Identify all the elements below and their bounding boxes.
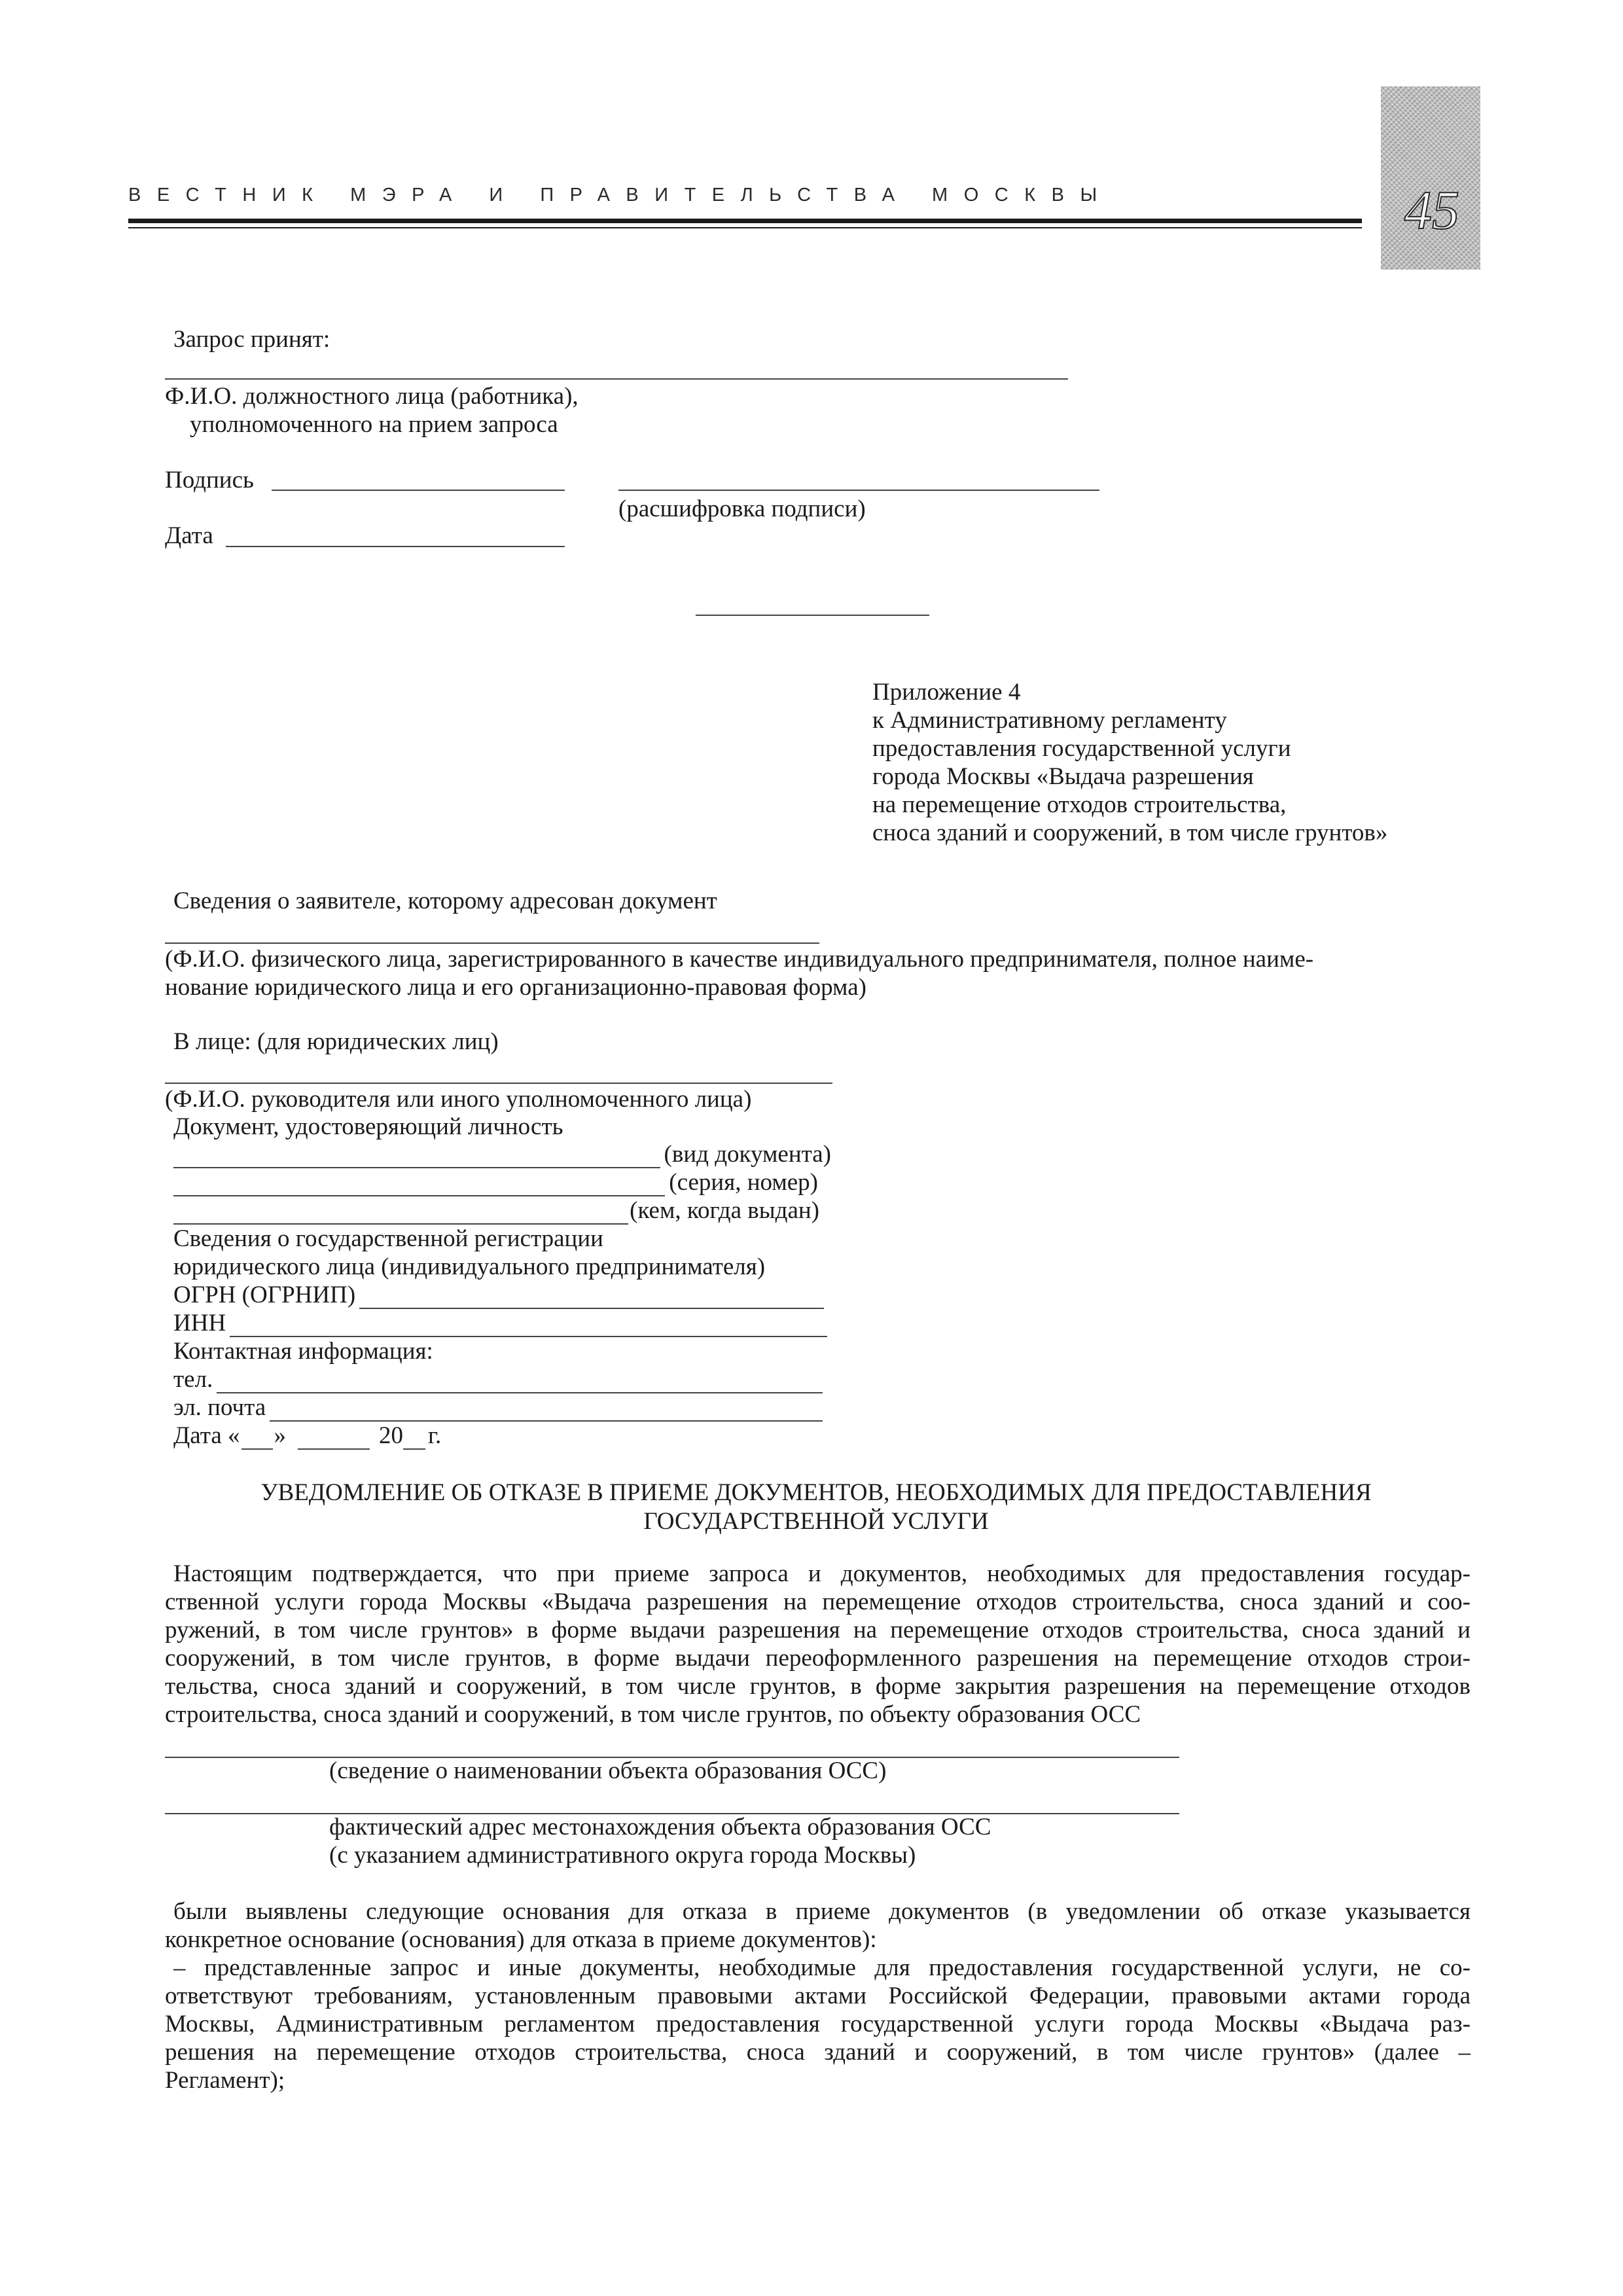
notice-body-line-5: тельства, сноса зданий и сооружений, в том числе грунтов, в форме закрытия разрешения на перемещение отходов	[165, 1673, 1471, 1700]
header-rule-thin	[128, 227, 1362, 228]
reg-info-line-1: Сведения о государственной регистрации	[173, 1225, 603, 1252]
signature-decoding-caption: (расшифровка подписи)	[618, 495, 866, 522]
object-name-caption: (сведение о наименовании объекта образования ОСС)	[329, 1757, 887, 1784]
ogrn-row	[173, 1281, 828, 1309]
appendix-line-3: предоставления государственной услуги	[872, 735, 1291, 762]
reg-info-line-2: юридического лица (индивидуального предпринимателя)	[173, 1253, 766, 1280]
date-line	[226, 546, 565, 547]
applicant-date-year: 20	[379, 1422, 403, 1449]
head-fio-caption: (Ф.И.О. руководителя или иного уполномоченного лица)	[165, 1086, 752, 1113]
contact-label: Контактная информация:	[173, 1338, 433, 1365]
page-number: 45	[1404, 180, 1459, 241]
id-document-label: Документ, удостоверяющий личность	[173, 1113, 563, 1140]
grounds-line-1: были выявлены следующие основания для отказа в приеме документов (в уведомлении об отказе указывается	[173, 1898, 1471, 1925]
notice-body-line-4: сооружений, в том числе грунтов, в форме выдачи переоформленного разрешения на перемещение отходов строи-	[165, 1645, 1471, 1672]
ogrn-field[interactable]	[359, 1288, 824, 1309]
appendix-line-1: Приложение 4	[872, 679, 1021, 706]
inn-row	[173, 1309, 831, 1337]
applicant-fio-note-2: нование юридического лица и его организационно-правовая форма)	[165, 974, 866, 1001]
doc-series-row	[173, 1168, 818, 1196]
phone-label: тел.	[173, 1366, 213, 1393]
appendix-line-6: сноса зданий и сооружений, в том числе грунтов»	[872, 819, 1388, 846]
appendix-line-4: города Москвы «Выдача разрешения	[872, 763, 1254, 790]
appendix-line-5: на перемещение отходов строительства,	[872, 791, 1287, 818]
section-separator	[696, 615, 929, 616]
official-fio-caption-2: уполномоченного на прием запроса	[190, 411, 558, 438]
doc-type-field[interactable]	[173, 1147, 660, 1168]
email-label: эл. почта	[173, 1394, 266, 1421]
doc-type-row	[173, 1140, 831, 1168]
refusal-item-line-1: – представленные запрос и иные документы, необходимые для предоставления государственной услуги, не со-	[173, 1954, 1471, 1981]
doc-issued-row	[173, 1196, 819, 1225]
email-row	[173, 1393, 827, 1422]
refusal-item-last-line: Регламент);	[165, 2067, 285, 2094]
applicant-date-month-field[interactable]	[298, 1429, 370, 1450]
request-accepted-label: Запрос принят:	[173, 326, 330, 353]
official-fio-caption-1: Ф.И.О. должностного лица (работника),	[165, 383, 579, 410]
applicant-date-mid: »	[274, 1422, 286, 1449]
page-number-box	[1381, 86, 1480, 270]
doc-series-caption: (серия, номер)	[669, 1169, 818, 1196]
applicant-fio-note-1: (Ф.И.О. физического лица, зарегистрированного в качестве индивидуального предпринимателя, полное наиме-	[165, 946, 1314, 973]
head-fio-line	[165, 1083, 832, 1084]
doc-series-field[interactable]	[173, 1175, 665, 1196]
ogrn-label: ОГРН (ОГРНИП)	[173, 1282, 356, 1308]
notice-title-2: ГОСУДАРСТВЕННОЙ УСЛУГИ	[643, 1508, 989, 1535]
phone-row	[173, 1365, 827, 1393]
applicant-date-suffix: г.	[428, 1422, 442, 1449]
grounds-last-line: конкретное основание (основания) для отказа в приеме документов):	[165, 1926, 877, 1953]
phone-field[interactable]	[217, 1372, 823, 1393]
inn-label: ИНН	[173, 1310, 226, 1336]
notice-body-line-2: ственной услуги города Москвы «Выдача разрешения на перемещение отходов строительства, сноса зданий и соо-	[165, 1588, 1471, 1615]
notice-body-last-line: строительства, сноса зданий и сооружений, в том числе грунтов, по объекту образования ОСС	[165, 1701, 1141, 1728]
email-field[interactable]	[270, 1401, 823, 1422]
doc-issued-field[interactable]	[173, 1204, 628, 1225]
applicant-fio-line	[165, 942, 819, 944]
object-address-caption-2: (с указанием административного округа города Москвы)	[329, 1842, 916, 1869]
signature-decoding-line	[618, 490, 1099, 491]
notice-body-line-3: ружений, в том числе грунтов» в форме выдачи разрешения на перемещение отходов строительства, сноса зданий и	[165, 1617, 1471, 1643]
signature-line	[272, 490, 565, 491]
journal-title: ВЕСТНИК МЭРА И ПРАВИТЕЛЬСТВА МОСКВЫ	[128, 185, 1113, 206]
notice-title-1: УВЕДОМЛЕНИЕ ОБ ОТКАЗЕ В ПРИЕМЕ ДОКУМЕНТОВ, НЕОБХОДИМЫХ ДЛЯ ПРЕДОСТАВЛЕНИЯ	[260, 1479, 1372, 1506]
applicant-date-row	[173, 1422, 441, 1450]
appendix-line-2: к Административному регламенту	[872, 707, 1227, 734]
refusal-item-line-3: Москвы, Административным регламентом предоставления государственной услуги города Москвы «Выдача раз-	[165, 2011, 1471, 2037]
applicant-date-prefix: Дата «	[173, 1422, 240, 1449]
represented-by-label: В лице: (для юридических лиц)	[173, 1028, 499, 1055]
date-label: Дата	[165, 522, 213, 549]
applicant-date-day-field[interactable]	[241, 1429, 273, 1450]
inn-field[interactable]	[230, 1316, 827, 1337]
object-address-caption-1: фактический адрес местонахождения объекта образования ОСС	[329, 1814, 991, 1840]
applicant-intro: Сведения о заявителе, которому адресован документ	[173, 888, 717, 914]
doc-issued-caption: (кем, когда выдан)	[630, 1197, 819, 1224]
signature-label: Подпись	[165, 467, 254, 493]
official-fio-line	[165, 378, 1068, 380]
header-rule-thick	[128, 219, 1362, 223]
notice-body-line-1: Настоящим подтверждается, что при приеме запроса и документов, необходимых для предоставления государ-	[173, 1560, 1471, 1587]
refusal-item-line-4: решения на перемещение отходов строительства, сноса зданий и сооружений, в том числе грунтов» (далее –	[165, 2039, 1471, 2066]
applicant-date-year-field[interactable]	[403, 1429, 425, 1450]
refusal-item-line-2: ответствуют требованиям, установленным правовыми актами Российской Федерации, правовыми актами города	[165, 1982, 1471, 2009]
doc-type-caption: (вид документа)	[664, 1141, 831, 1168]
